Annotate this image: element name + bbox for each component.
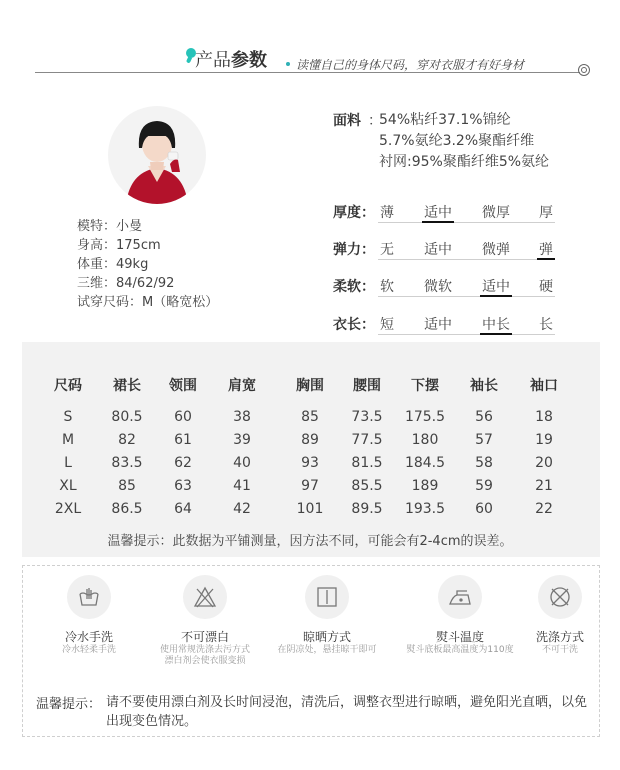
section-title-plain: 产品 xyxy=(195,50,231,71)
table-header-cell: 袖长 xyxy=(470,378,498,394)
size-table-note: 温馨提示：此数据为平铺测量，因方法不同，可能会有2-4cm的误差。 xyxy=(107,534,513,549)
model-measurements: 三维：84/62/92 xyxy=(77,276,175,291)
table-cell: 56 xyxy=(475,409,493,425)
table-cell: 59 xyxy=(475,478,493,494)
model-info xyxy=(77,217,218,312)
attr-option-length: 适中 xyxy=(424,317,452,333)
table-cell: 20 xyxy=(535,455,553,471)
fabric-line-1: 54%粘纤37.1%锦纶 xyxy=(379,112,511,128)
table-header-cell: 腰围 xyxy=(353,378,381,394)
care-desc: 熨斗底板最高温度为110度 xyxy=(406,645,514,655)
fabric-line-3: 衬网:95%聚酯纤维5%氨纶 xyxy=(379,154,550,170)
care-note-label: 温馨提示： xyxy=(36,697,102,712)
care-title: 晾晒方式 xyxy=(302,630,352,644)
attr-option-elasticity: 适中 xyxy=(424,242,452,258)
table-cell: 61 xyxy=(174,432,192,448)
model-height: 身高：175cm xyxy=(77,238,161,253)
table-cell: 89.5 xyxy=(351,501,383,517)
table-cell: 40 xyxy=(233,455,251,471)
table-cell: 73.5 xyxy=(351,409,383,425)
table-cell: 89 xyxy=(301,432,319,448)
care-note-text: 请不要使用漂白剂及长时间浸泡，清洗后，调整衣型进行晾晒，避免阳光直晒，以免出现变色情况。 xyxy=(106,695,588,729)
attr-label-softness: 柔软： xyxy=(333,279,375,295)
care-title: 熨斗温度 xyxy=(435,630,485,644)
table-cell: M xyxy=(61,432,75,448)
table-cell: 184.5 xyxy=(404,455,446,471)
table-header-cell: 肩宽 xyxy=(228,378,256,394)
fabric-line-2: 5.7%氨纶3.2%聚酯纤维 xyxy=(379,133,535,149)
fabric-label: 面料 xyxy=(333,113,361,129)
fabric-colon: ： xyxy=(368,113,382,129)
line-dry-icon xyxy=(305,575,349,619)
model-name: 模特：小曼 xyxy=(77,219,143,234)
care-desc: 使用常规洗涤去污方式 漂白剂会使衣服变损 xyxy=(159,645,251,666)
attr-label-thickness: 厚度： xyxy=(333,205,375,221)
hand-wash-icon xyxy=(67,575,111,619)
attr-selected-marker-length xyxy=(480,333,512,335)
table-cell: 93 xyxy=(301,455,319,471)
table-cell: 193.5 xyxy=(404,501,446,517)
section-subtitle: 读懂自己的身体尺码，穿对衣服才有好身材 xyxy=(296,58,525,72)
iron-icon xyxy=(438,575,482,619)
care-title: 不可漂白 xyxy=(180,630,230,644)
attr-option-thickness: 微厚 xyxy=(482,205,510,221)
section-title xyxy=(183,46,267,72)
care-desc: 冷水轻柔手洗 xyxy=(61,645,117,655)
attr-option-elasticity: 微弹 xyxy=(482,242,510,258)
table-cell: 18 xyxy=(535,409,553,425)
table-header-cell: 胸围 xyxy=(296,378,324,394)
no-bleach-icon xyxy=(183,575,227,619)
attr-option-length: 长 xyxy=(539,317,553,333)
model-weight: 体重：49kg xyxy=(77,257,149,272)
table-cell: 60 xyxy=(475,501,493,517)
header-divider xyxy=(35,72,580,73)
attr-option-thickness: 适中 xyxy=(424,205,452,221)
attr-option-length: 中长 xyxy=(482,317,510,333)
table-cell: 38 xyxy=(233,409,251,425)
table-cell: XL xyxy=(59,478,77,494)
attr-option-thickness: 薄 xyxy=(380,205,394,221)
table-cell: 42 xyxy=(233,501,251,517)
table-cell: 97 xyxy=(301,478,319,494)
table-cell: 175.5 xyxy=(404,409,446,425)
table-cell: 60 xyxy=(174,409,192,425)
attr-option-length: 短 xyxy=(380,317,394,333)
spiral-ornament-icon xyxy=(578,64,590,76)
care-desc: 不可干洗 xyxy=(541,645,579,655)
attr-selected-marker-thickness xyxy=(422,221,454,223)
table-cell: 81.5 xyxy=(351,455,383,471)
table-cell: 57 xyxy=(475,432,493,448)
table-cell: 180 xyxy=(411,432,439,448)
attr-option-softness: 适中 xyxy=(482,279,510,295)
table-cell: 41 xyxy=(233,478,251,494)
table-cell: 189 xyxy=(411,478,439,494)
table-cell: 101 xyxy=(296,501,324,517)
attr-option-thickness: 厚 xyxy=(539,205,553,221)
table-cell: 86.5 xyxy=(111,501,143,517)
table-cell: 2XL xyxy=(54,501,82,517)
attr-label-length: 衣长： xyxy=(333,317,375,333)
table-header-cell: 领围 xyxy=(169,378,197,394)
table-header-cell: 裙长 xyxy=(113,378,141,394)
care-desc: 在阴凉处，悬挂晾干即可 xyxy=(277,645,377,655)
attr-selected-marker-softness xyxy=(480,295,512,297)
table-header-cell: 下摆 xyxy=(411,378,439,394)
table-header-cell: 袖口 xyxy=(530,378,558,394)
no-dry-clean-icon xyxy=(538,575,582,619)
attr-baseline-softness xyxy=(378,296,555,297)
attr-baseline-length xyxy=(378,334,555,335)
table-cell: 21 xyxy=(535,478,553,494)
attr-selected-marker-elasticity xyxy=(537,258,555,260)
table-cell: 83.5 xyxy=(111,455,143,471)
attr-option-softness: 软 xyxy=(380,279,394,295)
table-cell: 63 xyxy=(174,478,192,494)
table-cell: 82 xyxy=(118,432,136,448)
bullet-icon xyxy=(286,62,290,66)
table-cell: 58 xyxy=(475,455,493,471)
attr-option-softness: 微软 xyxy=(424,279,452,295)
table-cell: 80.5 xyxy=(111,409,143,425)
table-cell: 22 xyxy=(535,501,553,517)
table-cell: 62 xyxy=(174,455,192,471)
fabric-composition xyxy=(379,110,549,173)
model-avatar xyxy=(108,106,206,204)
care-title: 冷水手洗 xyxy=(64,630,114,644)
attr-option-elasticity: 无 xyxy=(380,242,394,258)
table-cell: 64 xyxy=(174,501,192,517)
attr-option-elasticity: 弹 xyxy=(539,242,553,258)
model-trial-size: 试穿尺码：M（略宽松） xyxy=(77,295,219,310)
table-cell: 19 xyxy=(535,432,553,448)
table-cell: L xyxy=(64,455,72,471)
table-cell: 85.5 xyxy=(351,478,383,494)
table-cell: 85 xyxy=(118,478,136,494)
attr-baseline-elasticity xyxy=(378,259,555,260)
table-cell: 39 xyxy=(233,432,251,448)
table-cell: 85 xyxy=(301,409,319,425)
care-title: 洗涤方式 xyxy=(535,630,585,644)
attr-option-softness: 硬 xyxy=(539,279,553,295)
table-cell: 77.5 xyxy=(351,432,383,448)
attr-baseline-thickness xyxy=(378,222,555,223)
table-header-cell: 尺码 xyxy=(54,378,82,394)
table-cell: S xyxy=(63,409,73,425)
attr-label-elasticity: 弹力： xyxy=(333,242,375,258)
section-title-bold: 参数 xyxy=(231,50,267,71)
